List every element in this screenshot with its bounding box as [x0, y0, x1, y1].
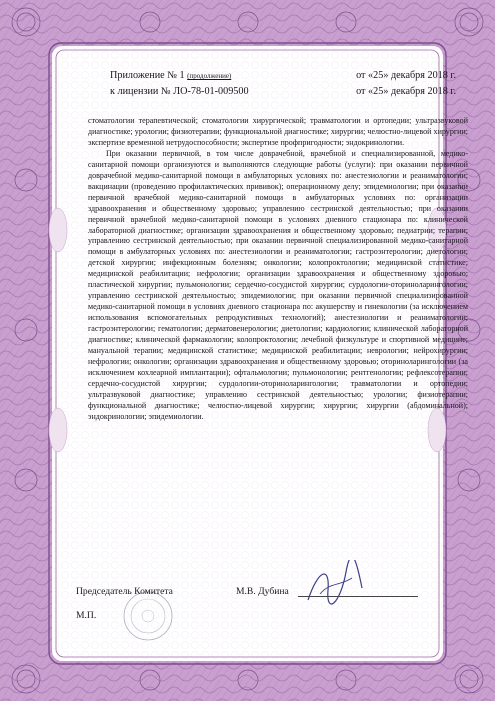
license-date: от «25» декабря 2018 г.: [356, 86, 456, 97]
document-header: [60, 68, 460, 99]
stamp-place-label: М.П.: [76, 610, 97, 621]
header-row-license: [60, 84, 460, 99]
signature-line: [298, 596, 418, 597]
header-row-annex: [60, 68, 460, 84]
signatory-position: Председатель Комитета: [76, 586, 173, 597]
paragraph-continuation: стоматологии терапевтической; стоматологии хирургической; травматологии и ортопедии; ультразвуковой диагностике; урологии; физиотерапии; функциональной диагностике; хирургии; челюстно-лицевой хирургии; экспертизе временной нетрудоспособности; экспертизе профпригодности; эндокринологии.: [88, 116, 468, 147]
annex-note: (продолжение): [187, 72, 232, 80]
license-services-text: [88, 116, 468, 423]
annex-label: Приложение № 1: [110, 70, 185, 81]
annex-date: от «25» декабря 2018 г.: [356, 70, 456, 81]
signatory-name: М.В. Дубина: [236, 586, 289, 597]
signature-block: [76, 586, 426, 626]
paragraph-services: При оказании первичной, в том числе доврачебной, врачебной и специализированной, медико-санитарной помощи организуются и выполняются следующие работы (услуги): при оказании первичной доврачебной медико-санитарной помощи в амбулаторных условиях по: анестезиологии и реаниматологии; вакцинации (проведению профилактических прививок); операционному делу; эпидемиологии; при оказании первичной врачебной медико-санитарной помощи в амбулаторных условиях по: организации здравоохранения и общественному здоровью; управлению сестринской деятельностью; при оказании первичной врачебной медико-санитарной помощи в условиях дневного стационара по: клинической лабораторной диагностике; организации здравоохранения и общественному здоровью; педиатрии; терапии; управлению сестринской деятельностью; при оказании первичной специализированной медико-санитарной помощи в амбулаторных условиях по: анестезиологии и реаниматологии; гастроэнтерологии; диетологии; детской хирургии; инфекционным болезням; онкологии; колопроктологии; медицинской статистике; медицинской реабилитации; нефрологии; организации здравоохранения и общественному здоровью; пластической хирургии; пульмонологии; сердечно-сосудистой хирургии; сурдологии-оториноларингологии; управлению сестринской деятельностью; эпидемиологии; при оказании первичной специализированной медико-санитарной помощи в условиях дневного стационара по: акушерству и гинекологии (за исключением использования вспомогательных репродуктивных технологий); анестезиологии и реаниматологии; гастроэнтерологии; гематологии; дерматовенерологии; диетологии; кардиологии; клинической лабораторной диагностике; клинической фармакологии; колопроктологии; лечебной физкультуре и спортивной медицине; мануальной терапии; медицинской статистике; медицинской реабилитации; неврологии; нейрохирургии; нефрологии; онкологии; организации здравоохранения и общественному здоровью; оториноларингологии (за исключением кохлеарной имплантации); офтальмологии; пульмонологии; рентгенологии; рефлексотерапии; сердечно-сосудистой хирургии; сурдологии-оториноларингологии; травматологии и ортопедии; ультразвуковой диагностике; управлению сестринской деятельностью; урологии; физиотерапии; функциональной диагностике; челюстно-лицевой хирургии; хирургии; хирургии (абдоминальной); эндокринологии; эпидемиологии.: [88, 148, 468, 421]
license-label: к лицензии № ЛО-78-01-009500: [110, 86, 249, 97]
